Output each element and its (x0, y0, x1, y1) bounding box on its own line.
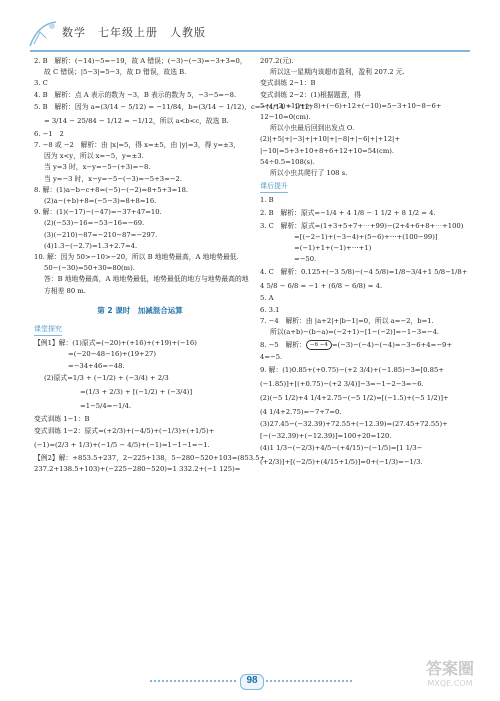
answer-line: 变式训练 2−2：(1)根据题意，得 (260, 90, 361, 99)
answer-line: (4 1/4+2.75)=−7+7=0. (260, 407, 342, 416)
answer-line: (−1)=(2/3 + 1/3)+(−1/5 − 4/5)+(−1)=1−1−1=−1. (34, 441, 210, 450)
answer-line: 4. C 解析：0.125+(−3 5/8)−(−4 5/8)=1/8−3/4+1 5/8−1/8+ (260, 267, 468, 276)
answer-line: 所以小虫共爬行了 108 s. (270, 169, 348, 178)
answer-line: 变式训练 1−1：B (34, 414, 90, 423)
answer-line: 207.2(元). (260, 57, 294, 65)
answer-line: (4)1 1/3−(−2/3)+4/5−(+4/15)−(−1/5)=[1 1/3− (260, 444, 423, 453)
answer-line: 237.2+138.5+103)+(−225−280−520)=1 332.2+(−1 125)= (34, 465, 241, 474)
answer-line: =−50. (294, 255, 317, 264)
answer-line: (3)27.45−(−32.39)+72.55+(−12.39)=(27.45+72.55)+ (260, 420, 448, 429)
section-heading: 课后提升 (260, 181, 288, 193)
operator-badge: −6 −4 (306, 340, 332, 350)
footer-dots-right (266, 680, 352, 684)
answer-line (260, 338, 472, 352)
answer-line: 4 5/8 − 6/8 = −1 + (6/8 − 6/8) = 4. (260, 281, 383, 290)
answer-line: 所以小虫最后回到出发点 O. (270, 124, 355, 133)
answer-line: 【例2】解：+853.5+237，2−225+138，5−280−520+103=(853.5+ (34, 454, 266, 463)
answer-line: 50−(−30)=50+30=80(m). (44, 264, 135, 273)
answer-line: 因为 x<y，所以 x=−5，y=±3. (44, 152, 144, 161)
answer-line: 所以这一星期内该超市盈利，盈利 207.2 元. (270, 68, 405, 77)
answer-line: 变式训练 1−2：原式=(+2/3)+(−4/5)+(−1/3)+(+1/5)+ (34, 427, 215, 436)
answer-line: = 3/14 − 25/84 − 1/12 = −1/12，所以 a<b<c，故选 B. (44, 117, 229, 126)
page-number: 98 (240, 674, 264, 690)
page-header (0, 0, 500, 52)
answer-line: 6. 3.1 (260, 305, 280, 314)
answer-line: (3)(−210)−87=−210−87=−297. (44, 230, 158, 239)
footer-dots-left (150, 680, 236, 684)
answer-line: =(1/3 + 2/3) + [(−1/2) + (−3/4)] (80, 388, 193, 397)
answer-line: 5. A (260, 294, 274, 303)
answer-line: 4. B 解析：点 A 表示的数为 −3，B 表示的数为 5，−3−5=−8. (34, 90, 237, 99)
page-title: 数学 七年级上册 人教版 (62, 27, 206, 39)
answer-line: 7. −8 或 −2 解析：由 |x|=5，得 x=±5，由 |y|=3，得 y=±3， (34, 141, 240, 150)
watermark-logo (404, 660, 496, 690)
answer-line: (+2/3)]+[(−2/5)+(4/15+1/5)]=0+(−1/3)=−1/3. (260, 458, 423, 467)
answer-line: 9. 解：(1)0.85+(+0.75)−(+2 3/4)+(−1.85)−3=[0.85+ (260, 365, 444, 374)
answer-line: (2)(−53)−16=−53−16=−69. (44, 219, 145, 228)
watermark-url: MXQE.COM (427, 679, 473, 688)
answer-line: 1. B (260, 196, 274, 205)
answer-line: =(−20−48−16)+(19+27) (68, 350, 157, 359)
right-column (260, 56, 472, 470)
answer-line: 3. C 解析：原式=(1+3+5+7+⋯+99)−(2+4+6+8+⋯+100) (260, 221, 464, 230)
header-rule (30, 50, 470, 52)
answer-line: (2)a−(+b)+8=(−5−3)=8+8=16. (44, 197, 157, 206)
answer-line: 所以(a+b)−(b−a)=(−2+1)−[1−(−2)]=−1−3=−4. (270, 328, 440, 337)
answer-line: (4)1.3−(−2.7)=1.3+2.7=4. (44, 241, 138, 250)
answer-line: 答：B 地地势最高，A 地地势最低，地势最低的地方与地势最高的地 (44, 275, 249, 284)
answer-line: 10. 解：因为 50>−10>−20，所以 B 地地势最高，A 地地势最低. (34, 253, 239, 262)
answer-line: 7. −4 解析：由 |a+2|+|b−1|=0，所以 a=−2，b=1. (260, 316, 434, 325)
answer-line: 8. 解：(1)a−b−c+8=(−5)−(−2)=8+5+3=18. (34, 185, 189, 194)
answer-line: (−1.85)]+[(+0.75)−(+2 3/4)]−3=−1−2−3=−6. (260, 379, 424, 388)
answer-line: 6. −1 2 (34, 129, 64, 138)
answer-line: 2. B 解析：原式=−1/4 + 4 1/8 − 1 1/2 + 8 1/2 = 4. (260, 209, 436, 218)
answer-line: (2)原式=1/3 + (−1/2) + (−3/4) + 2/3 (44, 374, 169, 383)
answer-line: [−(−32.39)+(−12.39)]=100+20=120. (260, 431, 392, 440)
answer-line: 方相差 80 m. (44, 286, 86, 295)
header-decoration-icon (28, 18, 58, 48)
lesson-title: 第 2 课时 加减混合运算 (97, 305, 183, 315)
answer-line-suffix: =(−3)−(−4)−(−4)=−3−6+4=−9+ (331, 340, 453, 349)
answer-line: (2)|+5|+|−3|+|+10|+|−8|+|−6|+|+12|+ (260, 135, 401, 144)
answer-line: 5+(−3)+10+(−8)+(−6)+12+(−10)=5−3+10−8−6+ (260, 101, 442, 110)
answer-line: 【例1】解：(1)原式=(−20)+(+16)+(+19)+(−16) (34, 339, 197, 348)
answer-line: 12−10=0(cm). (260, 113, 311, 122)
answer-line: 当 y=3 时，x−y=−5−(+3)=−8. (44, 163, 151, 172)
answer-line: 9. 解：(1)(−17)−(−47)=−37+47=10. (34, 208, 162, 217)
answer-line: 4=−5. (260, 353, 283, 362)
answer-line-prefix: 8. −5 解析： (260, 340, 306, 349)
answer-line: |−10|=5+3+10+8+6+12+10=54(cm). (260, 146, 395, 155)
answer-line: 当 y=−3 时，x−y=−5−(−3)=−5+3=−2. (44, 174, 182, 183)
section-heading: 课堂探究 (34, 324, 62, 336)
answer-line: 变式训练 2−1：B (260, 79, 316, 88)
watermark-text: 答案圈 (425, 659, 474, 678)
answer-line: 故 C 错误；|5−3|=5−3，故 D 错误，故选 B. (44, 68, 187, 77)
answer-line: 3. C (34, 79, 48, 88)
answer-line: =[(−2−1)+(−3−4)+(5−6)+⋯+(100−99)] (294, 232, 438, 241)
answer-line: (2)(−5 1/2)+4 1/4+2.75−(−5 1/2)=[(−1.5)+(−5 1/2)]+ (260, 393, 449, 402)
answer-line: =−34+46=−48. (68, 361, 125, 370)
answer-line: 2. B 解析：(−14)−5=−19，故 A 错误；(−3)−(−3)=−3+3=0， (34, 57, 247, 65)
answer-line: 54÷0.5=108(s). (260, 157, 315, 166)
answer-line: =(−1)+1+(−1)+⋯+1) (294, 244, 372, 253)
answer-line: =1−5/4=−1/4. (80, 402, 132, 411)
answer-line: 5. B 解析：因为 a=(3/14 − 5/12) = −11/84，b=(3/14 − 1/12)，c=−(4/14 − 1/12) (34, 103, 313, 112)
